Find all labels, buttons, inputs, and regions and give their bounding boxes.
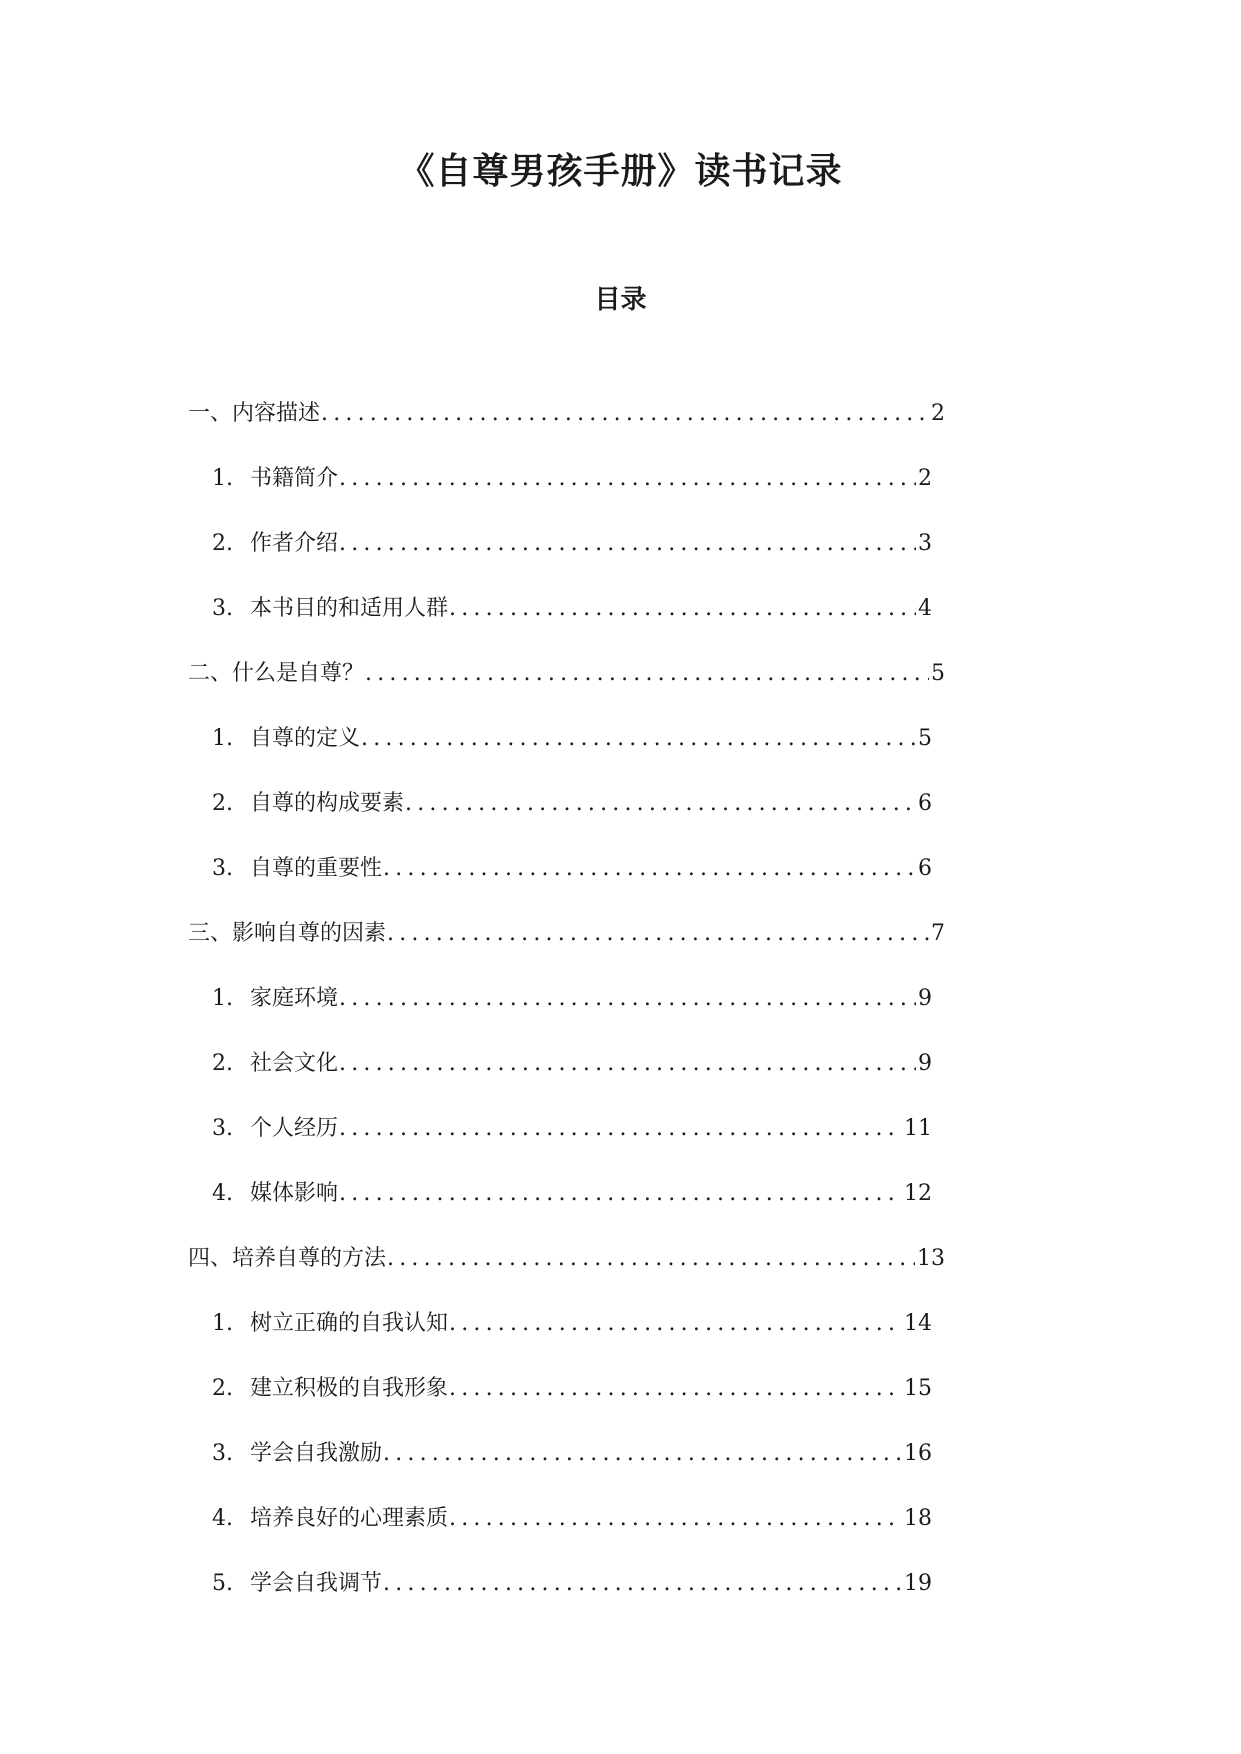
toc-entry-title: 二、什么是自尊？ xyxy=(188,660,365,686)
toc-page-number: 3 xyxy=(918,530,932,556)
toc-entry[interactable] xyxy=(0,641,945,706)
toc-entry[interactable] xyxy=(0,1161,932,1226)
toc-entry-title: 自尊的构成要素 xyxy=(250,790,405,816)
toc-entry-number: 3. xyxy=(212,1115,233,1141)
toc-page-number: 18 xyxy=(904,1505,932,1531)
toc-entry-title: 学会自我调节 xyxy=(250,1570,383,1596)
toc-entry[interactable] xyxy=(0,1551,932,1616)
toc-page-number: 2 xyxy=(918,465,932,491)
toc-page-number: 6 xyxy=(918,855,932,881)
toc-entry[interactable] xyxy=(0,1291,932,1356)
dot-leader xyxy=(365,659,929,689)
toc-entry-title: 本书目的和适用人群 xyxy=(250,595,449,621)
toc-entry[interactable] xyxy=(0,446,932,511)
dot-leader xyxy=(339,984,916,1014)
toc-page-number: 15 xyxy=(904,1375,932,1401)
toc-page-number: 19 xyxy=(904,1570,932,1596)
dot-leader xyxy=(449,1504,902,1534)
toc-page-number: 2 xyxy=(931,400,945,426)
toc-entry[interactable] xyxy=(0,901,945,966)
toc-page-number: 5 xyxy=(931,660,945,686)
dot-leader xyxy=(405,789,916,819)
toc-heading: 目录 xyxy=(594,285,647,315)
toc-entry-number: 3. xyxy=(212,1440,233,1466)
toc-entry-number: 2. xyxy=(212,1375,233,1401)
toc-page-number: 11 xyxy=(904,1115,932,1141)
toc-entry-title: 学会自我激励 xyxy=(250,1440,383,1466)
toc-page-number: 7 xyxy=(931,920,945,946)
toc-page-number: 13 xyxy=(917,1245,945,1271)
toc-entry-title: 一、内容描述 xyxy=(188,400,321,426)
document-title: 《自尊男孩手册》读书记录 xyxy=(398,151,843,192)
toc-page-number: 14 xyxy=(904,1310,932,1336)
toc-page-number: 16 xyxy=(904,1440,932,1466)
toc-entry[interactable] xyxy=(0,511,932,576)
dot-leader xyxy=(383,1569,902,1599)
toc-entry-title: 四、培养自尊的方法 xyxy=(188,1245,387,1271)
dot-leader xyxy=(387,919,929,949)
toc-page-number: 9 xyxy=(918,985,932,1011)
toc-entry[interactable] xyxy=(0,966,932,1031)
toc-entry-number: 1. xyxy=(212,985,233,1011)
toc-entry-title: 作者介绍 xyxy=(250,530,339,556)
dot-leader xyxy=(449,594,916,624)
toc-entry-number: 1. xyxy=(212,1310,233,1336)
toc-entry[interactable] xyxy=(0,576,932,641)
dot-leader xyxy=(449,1374,902,1404)
toc-entry[interactable] xyxy=(0,1096,932,1161)
dot-leader xyxy=(339,1179,902,1209)
dot-leader xyxy=(387,1244,915,1274)
toc-entry[interactable] xyxy=(0,1486,932,1551)
toc-entry[interactable] xyxy=(0,706,932,771)
toc-entry-title: 家庭环境 xyxy=(250,985,339,1011)
dot-leader xyxy=(339,1114,902,1144)
toc-entry-number: 4. xyxy=(212,1180,233,1206)
dot-leader xyxy=(449,1309,902,1339)
toc-entry-number: 5. xyxy=(212,1570,233,1596)
toc-entry-number: 2. xyxy=(212,790,233,816)
toc-entry-number: 2. xyxy=(212,530,233,556)
toc-entry-number: 1. xyxy=(212,725,233,751)
dot-leader xyxy=(383,854,916,884)
toc-entry-title: 媒体影响 xyxy=(250,1180,339,1206)
toc-entry-number: 2. xyxy=(212,1050,233,1076)
toc-entry-number: 4. xyxy=(212,1505,233,1531)
toc-entry[interactable] xyxy=(0,381,945,446)
toc-entry[interactable] xyxy=(0,1421,932,1486)
dot-leader xyxy=(321,399,929,429)
dot-leader xyxy=(361,724,916,754)
toc-entry-title: 三、影响自尊的因素 xyxy=(188,920,387,946)
table-of-contents xyxy=(0,381,1241,1616)
toc-entry-title: 培养良好的心理素质 xyxy=(250,1505,449,1531)
toc-entry[interactable] xyxy=(0,1031,932,1096)
toc-entry-title: 自尊的重要性 xyxy=(250,855,383,881)
toc-entry-title: 建立积极的自我形象 xyxy=(250,1375,449,1401)
dot-leader xyxy=(339,1049,916,1079)
dot-leader xyxy=(383,1439,902,1469)
toc-entry-title: 书籍简介 xyxy=(250,465,339,491)
toc-page-number: 12 xyxy=(904,1180,932,1206)
dot-leader xyxy=(339,464,916,494)
toc-entry-title: 社会文化 xyxy=(250,1050,339,1076)
toc-entry-title: 树立正确的自我认知 xyxy=(250,1310,449,1336)
toc-entry-number: 1. xyxy=(212,465,233,491)
toc-entry-title: 自尊的定义 xyxy=(250,725,361,751)
toc-entry-number: 3. xyxy=(212,855,233,881)
toc-entry[interactable] xyxy=(0,1356,932,1421)
toc-page-number: 6 xyxy=(918,790,932,816)
toc-entry-number: 3. xyxy=(212,595,233,621)
toc-entry-title: 个人经历 xyxy=(250,1115,339,1141)
toc-page-number: 4 xyxy=(918,595,932,621)
toc-entry[interactable] xyxy=(0,836,932,901)
dot-leader xyxy=(339,529,916,559)
toc-entry[interactable] xyxy=(0,1226,945,1291)
toc-page-number: 9 xyxy=(918,1050,932,1076)
toc-page-number: 5 xyxy=(918,725,932,751)
toc-entry[interactable] xyxy=(0,771,932,836)
